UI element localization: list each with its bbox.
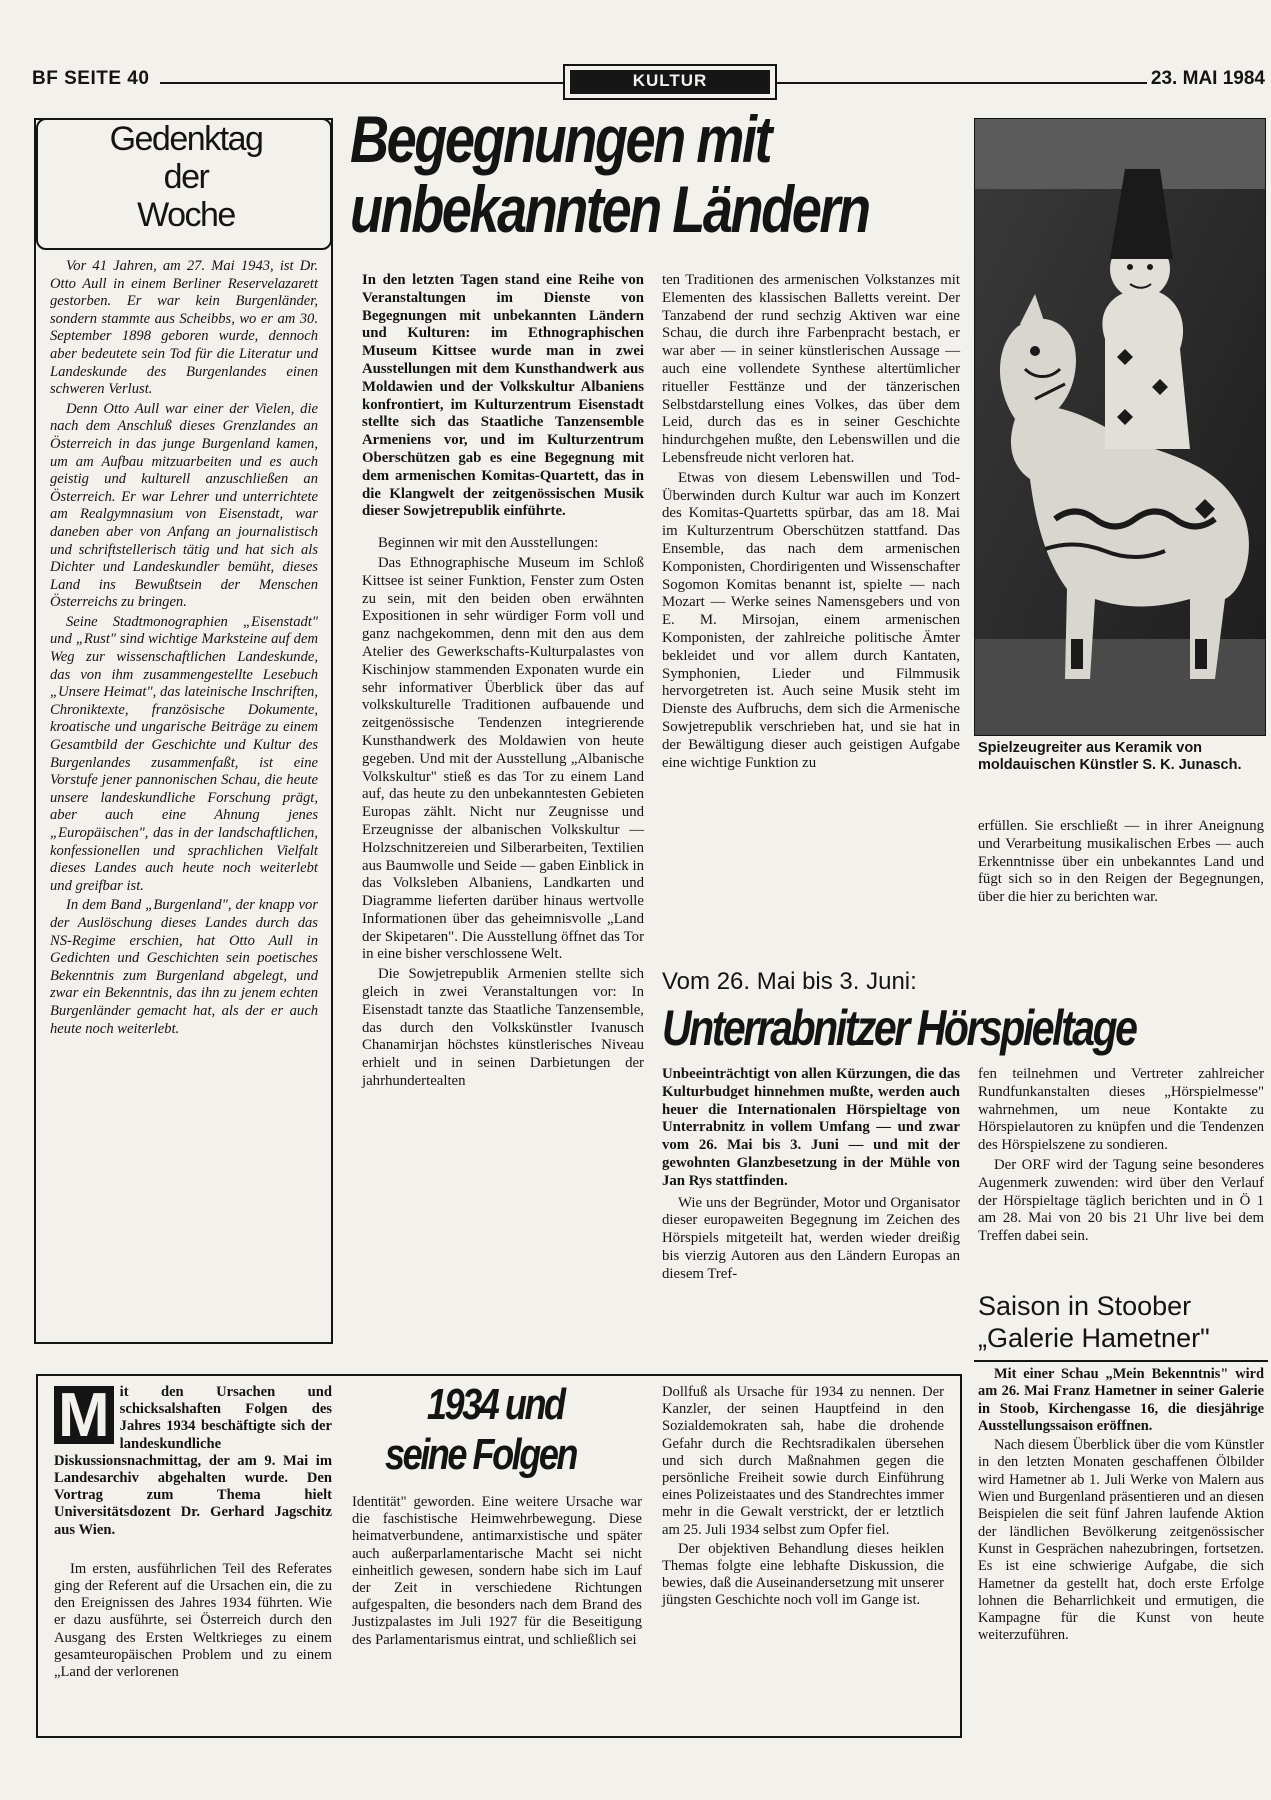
begegnungen-paragraph: erfüllen. Sie erschließt — in ihrer Aneignung und Verarbeitung musikalischen Erbes — auch Erkenntnisse über ein unbekanntes Land und fügt sich so in den Reigen der Begegnungen, über die hier zu berichten war. bbox=[978, 818, 1264, 906]
galerie-column bbox=[978, 1366, 1264, 1645]
issue-date: 23. MAI 1984 bbox=[1150, 68, 1265, 89]
gedenktag-title-line1: Gedenktag bbox=[109, 120, 263, 158]
begegnungen-paragraph: ten Traditionen des armenischen Volkstanzes mit Elementen des klassischen Balletts vereint. Der Tanzabend der rund sechzig Aktiven war eine Schau, die durch ihre Farbenpracht bestach, er war aber — in seiner künstlerischen Aussage — auch eine vollendete Synthese altertümlicher ritueller Festtänze und der tänzerischen Selbstdarstellung eines Volkes, das über dem Leid, durch das es in seiner Geschichte hindurchgehen mußte, den Lebenswillen und die Lebensfreude nicht verloren hat. bbox=[662, 272, 960, 466]
begegnungen-lead: In den letzten Tagen stand eine Reihe von Veranstaltungen im Dienste von Begegnungen mit unbekannten Ländern und Kulturen: im Ethnographischen Museum Kittsee wurde man in zwei Ausstellungen mit dem Kunsthandwerk aus Moldawien und der Volkskultur Albaniens konfrontiert, im Kulturzentrum Eisenstadt stellte sich das Staatliche Tanzensemble Armeniens vor, und im Kulturzentrum Oberschützen gab es eine Begegnung mit dem armenischen Komitas-Quartett, das in die Klangwelt der zeitgenössischen Musik dieser Sowjetrepublik einführte. bbox=[362, 272, 644, 520]
galerie-headline-line2: „Galerie Hametner" bbox=[978, 1323, 1210, 1353]
toy-rider-photo bbox=[974, 118, 1266, 736]
hoerspiel-paragraph: Wie uns der Begründer, Motor und Organisator dieser europaweiten Begegnung im Zeichen des Hörspiels mitgeteilt hat, werden wieder dreißig bis vierzig Autoren aus den Ländern Europas an diesem Tref- bbox=[662, 1194, 960, 1282]
hoerspiel-headline: Unterrabnitzer Hörspieltage bbox=[662, 1000, 1136, 1056]
begegnungen-column-1 bbox=[362, 272, 644, 1091]
gedenktag-body bbox=[50, 258, 318, 1038]
folgen-paragraph: Im ersten, ausführlichen Teil des Referates ging der Referent auf die Ursachen ein, die zu den Ereignissen des Jahres 1934 führten. Wie er dazu ausführte, sei Österreich durch den Ausgang des Ersten Weltkrieges zu einem gesamteuropäischen Problem und zu einem „Land der verlorenen bbox=[54, 1560, 332, 1681]
galerie-paragraph: Nach diesem Überblick über die vom Künstler in den letzten Monaten geschaffenen Ölbilder wird Hametner ab 1. Juli Werke von Malern aus Wien und Burgenland präsentieren und an diesen Beispielen die seit fünf Jahren laufende Aktion der ländlichen Bevölkerung zeitgenössischer Kunst in Gesprächen nahezubringen, fortsetzen. Es ist eine schwierige Aufgabe, die sich Hametner da gestellt hat, doch erste Erfolge lohnen die Beharrlichkeit und ermutigen, die Kampagne für die Kunst von heute weiterzuführen. bbox=[978, 1437, 1264, 1644]
begegnungen-headline bbox=[350, 104, 869, 244]
begegnungen-paragraph: Etwas von diesem Lebenswillen und Tod-Überwinden durch Kultur war auch im Konzert des Komitas-Quartetts spürbar, das am 18. Mai im Kulturzentrum Oberschützen stattfand. Das Ensemble, das nach dem armenischen Komponisten, Chordirigenten und Wissenschafter Sogomon Komitas benannt ist, spielte — nach Mozart — Werke seines Namensgebers und von E. M. Mirsojan, einem armenischen Komponisten, der zahlreiche politische Ämter bekleidet und vor allem durch Kantaten, Symphonien, Lieder und Filmmusik hervorgetreten ist. Auch seine Musik steht im Dienste des Aufbruchs, dem sich die Armenische Sowjetrepublik verschrieben hat, und sie hat in der Bewältigung dieser auch geistigen Aufgabe eine wichtige Funktion zu bbox=[662, 469, 960, 771]
header-rule-left bbox=[160, 82, 563, 84]
gedenktag-title-line2: der bbox=[163, 158, 209, 196]
begegnungen-headline-line1: Begegnungen mit bbox=[350, 102, 771, 176]
folgen-dropcap: M bbox=[54, 1386, 114, 1444]
galerie-rule bbox=[974, 1360, 1268, 1362]
galerie-lead: Mit einer Schau „Mein Bekenntnis" wird am 26. Mai Franz Hametner in seiner Galerie in Stoob, Kirchengasse 16, die diesjährige Ausstellungssaison eröffnen. bbox=[978, 1366, 1264, 1434]
ceramic-rider-illustration bbox=[975, 119, 1265, 735]
folgen-paragraph: Identität" geworden. Eine weitere Ursache war die faschistische Heimwehrbewegung. Diese heimatverbundene, antimarxistische und später auch außerparlamentarische Macht sei nicht einheitlich gewesen, sondern habe sich im Lauf der Zeit in verschiedene Richtungen aufgespalten, die besonders nach dem Brand des Justizpalastes im Juli 1927 für die Beseitigung des Parlamentarismus eintrat, und schließlich sei bbox=[352, 1494, 642, 1648]
page-number: BF SEITE 40 bbox=[32, 68, 150, 89]
galerie-headline-line1: Saison in Stoober bbox=[978, 1291, 1192, 1321]
gedenktag-paragraph: Denn Otto Aull war einer der Vielen, die nach dem Anschluß dieses Grenzlandes an Österreich in das junge Burgenland kamen, um am Aufbau mitzuarbeiten und es auch geistig und kulturell anzuschließen an Österreich. Er war Lehrer und unterrichtete am Realgymnasium von Eisenstadt, war daneben aber von Anfang an journalistisch und schriftstellerisch tätig und hat sich als Dichter und Landeskundler bemüht, dieses Land ins Bewußtsein der Menschen Österreichs zu bringen. bbox=[50, 400, 318, 611]
section-label-box bbox=[563, 64, 777, 100]
gedenktag-paragraph: Seine Stadtmonographien „Eisenstadt" und „Rust" sind wichtige Marksteine auf dem Weg zur wissenschaftlichen Landeskunde, das von ihm zusammengestellte Lesebuch „Unsere Heimat", das lateinische Inschriften, Chroniktexte, französische Dokumente, kroatische und ungarische Beiträge zu einem Gesamtbild der Geschichte und Kultur des Burgenlandes zusammenfaßt, ist eine Vorstufe jener pannonischen Schau, die heute unsere landeskundliche Forschung prägt, aber auch eine Ahnung jenes „Europäischen", das in der landschaftlichen, konfessionellen und sprachlichen Vielfalt dieses Landes auch heute noch weiterlebt und greifbar ist. bbox=[50, 613, 318, 894]
hoerspiel-lead: Unbeeinträchtigt von allen Kürzungen, die das Kulturbudget hinnehmen mußte, werden auch heuer die Internationalen Hörspieltage von Unterrabnitz in vollem Umfang — und zwar vom 26. Mai bis 3. Juni — und mit der gewohnten Glanzbesetzung in der Mühle von Jan Rys stattfinden. bbox=[662, 1066, 960, 1189]
begegnungen-paragraph: Beginnen wir mit den Ausstellungen: bbox=[378, 535, 599, 552]
begegnungen-paragraph: Das Ethnographische Museum im Schloß Kittsee ist seiner Funktion, Fenster zum Osten zu sein, mit den beiden oben erwähnten Expositionen in sehr würdiger Form voll und ganz nachgekommen, denn mit den aus dem Atelier des Gewerkschafts-Kulturpalastes von Kischinjow stammenden Exponaten wurde ein sehr informativer Überblick über das auf volkskulturelle Traditionen aufbauende und zeitgenössische Tendenzen integrierende Kunsthandwerk des Moldawien von heute gegeben. Und mit der Ausstellung „Albanische Volkskultur" stieß es das Tor zu einem Land auf, das heute zu den unbekanntesten Gebieten Europas zählt. Nicht nur Zeugnisse und Erzeugnisse der albanischen Volkskultur — Holzschnitzereien und Silberarbeiten, Textilien aus Baumwolle und Seide — gaben Einblick in das Volksleben Albaniens, Landkarten und Diagramme lieferten darüber hinaus wertvolle Informationen über das geheimnisvolle „Land der Skipetaren". Die Ausstellung öffnet das Tor in eine bisher verschlossene Welt. bbox=[362, 554, 644, 963]
gedenktag-paragraph: In dem Band „Burgenland", der knapp vor der Auslöschung dieses Landes durch das NS-Regime erschien, hat Otto Aull in Gedichten und Geschichten sein poetisches Bekenntnis zum Burgenland abgelegt, und zwar ein Bekenntnis, das ihn zu jenem echten Burgenländer gemacht hat, als der er auch heute noch weiterlebt. bbox=[50, 897, 318, 1037]
hoerspiel-kicker: Vom 26. Mai bis 3. Juni: bbox=[662, 968, 917, 995]
begegnungen-headline-line2: unbekannten Ländern bbox=[350, 172, 869, 246]
hoerspiel-paragraph: Der ORF wird der Tagung seine besonderes Augenmerk zuwenden: wird über den Verlauf der Hörspieltage täglich berichten und in Ö 1 am 28. Mai von 20 bis 21 Uhr live bei dem Treffen dabei sein. bbox=[978, 1156, 1264, 1245]
gedenktag-paragraph: Vor 41 Jahren, am 27. Mai 1943, ist Dr. Otto Aull in einem Berliner Reservelazarett gestorben. Er war kein Burgenländer, sondern stammte aus Scheibbs, wo er am 30. September 1898 geboren wurde, dennoch aber bedeutete sein Tod für die Literatur und Landeskunde des Burgenlandes einen schweren Verlust. bbox=[50, 258, 318, 398]
begegnungen-paragraph: Die Sowjetrepublik Armenien stellte sich gleich in zwei Veranstaltungen vor: In Eisenstadt tanzte das Staatliche Tanzensemble, das durch den Volkskünstler Ivanusch Chanamirjan höchstes künstlerisches Niveau erhielt und in seinen Darbietungen der jahrhundertealten bbox=[362, 966, 644, 1090]
section-label: KULTUR bbox=[570, 70, 770, 94]
folgen-column-2 bbox=[352, 1494, 642, 1649]
begegnungen-column-2 bbox=[662, 272, 960, 772]
photo-caption: Spielzeugreiter aus Keramik von moldauischen Künstler S. K. Junasch. bbox=[978, 740, 1242, 773]
folgen-paragraph: Dollfuß als Ursache für 1934 zu nennen. Der Kanzler, der seinen Hauptfeind in den Sozialdemokraten sah, habe die drohende Gefahr durch die Rechtsradikalen übersehen und sich durch Maßnahmen gegen die persönliche Freiheit sowie durch Einführung eines Polizeistaates und des Standrechtes immer mehr in die Gewalt verstrickt, der er letztlich am 25. Juli 1934 selbst zum Opfer fiel. bbox=[662, 1384, 944, 1538]
gedenktag-title bbox=[46, 120, 326, 234]
hoerspiel-paragraph: fen teilnehmen und Vertreter zahlreicher Rundfunkanstalten dieses „Hörspielmesse" wahrnehmen, um neue Kontakte zu Hörspielautoren zu knüpfen und die Tendenzen des Hörspielszene zu sondieren. bbox=[978, 1066, 1264, 1154]
folgen-headline bbox=[385, 1380, 576, 1480]
folgen-headline-line1: 1934 und bbox=[426, 1380, 564, 1429]
hoerspiel-column-1 bbox=[662, 1066, 960, 1284]
begegnungen-column-3 bbox=[978, 818, 1264, 907]
folgen-column-3 bbox=[662, 1384, 944, 1610]
folgen-headline-line2: seine Folgen bbox=[385, 1430, 577, 1479]
header-rule-right bbox=[775, 82, 1147, 84]
folgen-lead: it den Ursachen und schicksalshaften Folgen des Jahres 1934 beschäftigte sich der landeskundliche Diskussionsnachmittag, der am 9. Mai im Landesarchiv abgehalten wurde. Den Vortrag zum Thema hielt Universitätsdozent Dr. Gerhard Jagschitz aus Wien. bbox=[54, 1384, 332, 1538]
folgen-column-1 bbox=[54, 1381, 332, 1681]
galerie-headline bbox=[978, 1290, 1210, 1354]
folgen-paragraph: Der objektiven Behandlung dieses heiklen Themas folgte eine lebhafte Diskussion, die bewies, daß die Auseinandersetzung mit unserer jüngsten Geschichte noch voll im Gange ist. bbox=[662, 1540, 944, 1609]
gedenktag-title-line3: Woche bbox=[137, 196, 235, 234]
hoerspiel-column-2 bbox=[978, 1066, 1264, 1246]
